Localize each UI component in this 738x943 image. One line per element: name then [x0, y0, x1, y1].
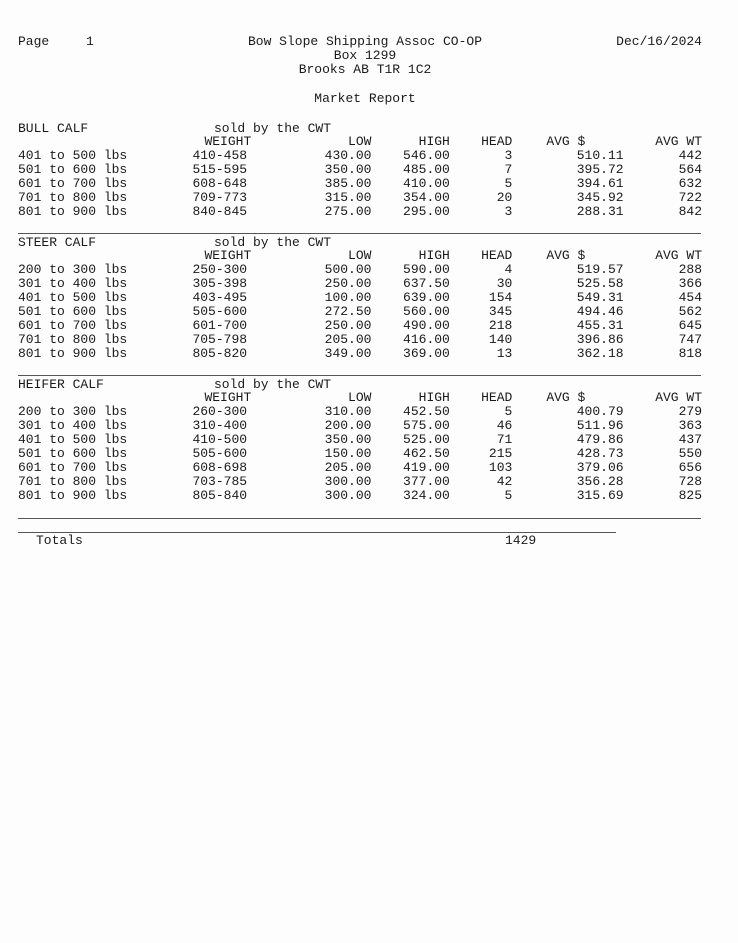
head-count-cell: 42	[496, 474, 513, 489]
avg-price-cell: 494.46	[576, 304, 624, 319]
avg-weight-cell: 632	[678, 176, 702, 191]
head-count-cell: 5	[504, 176, 513, 191]
sold-by-label: sold by the CWT	[214, 235, 332, 250]
table-row	[18, 319, 704, 333]
page-number: 1	[86, 34, 94, 49]
weight-cell: 840-845	[192, 204, 248, 219]
high-price-cell: 295.00	[403, 204, 450, 219]
column-header-low: LOW	[348, 248, 372, 263]
avg-price-cell: 394.61	[576, 176, 624, 191]
head-count-cell: 218	[488, 318, 513, 333]
head-count-cell: 140	[488, 332, 513, 347]
weight-cell: 250-300	[192, 262, 248, 277]
report-date: Dec/16/2024	[616, 34, 702, 49]
weight-cell: 805-840	[192, 488, 248, 503]
low-price-cell: 430.00	[324, 148, 372, 163]
weight-cell: 703-785	[192, 474, 248, 489]
avg-weight-cell: 564	[678, 162, 702, 177]
avg-weight-cell: 442	[678, 148, 702, 163]
column-header-avg-price: AVG $	[546, 134, 586, 149]
column-header-head: HEAD	[481, 390, 513, 405]
high-price-cell: 546.00	[403, 148, 450, 163]
weight-cell: 305-398	[192, 276, 248, 291]
weight-range-cell: 401 to 500 lbs	[18, 290, 128, 305]
weight-cell: 805-820	[192, 346, 248, 361]
low-price-cell: 310.00	[324, 404, 372, 419]
table-row	[18, 163, 704, 177]
avg-weight-cell: 288	[678, 262, 702, 277]
avg-price-cell: 362.18	[576, 346, 624, 361]
low-price-cell: 150.00	[324, 446, 372, 461]
sold-by-label: sold by the CWT	[214, 377, 332, 392]
weight-cell: 403-495	[192, 290, 248, 305]
head-count-cell: 154	[488, 290, 513, 305]
low-price-cell: 250.00	[324, 276, 372, 291]
head-count-cell: 7	[504, 162, 513, 177]
high-price-cell: 639.00	[403, 290, 450, 305]
column-header-head: HEAD	[481, 248, 513, 263]
table-row	[18, 475, 704, 489]
totals-head: 1429	[505, 533, 537, 548]
avg-weight-cell: 562	[678, 304, 702, 319]
avg-price-cell: 525.58	[576, 276, 624, 291]
weight-range-cell: 601 to 700 lbs	[18, 176, 128, 191]
avg-weight-cell: 842	[678, 204, 702, 219]
avg-price-cell: 455.31	[576, 318, 624, 333]
head-count-cell: 13	[496, 346, 513, 361]
avg-weight-cell: 366	[678, 276, 702, 291]
weight-cell: 709-773	[192, 190, 248, 205]
weight-cell: 515-595	[192, 162, 248, 177]
weight-range-cell: 801 to 900 lbs	[18, 346, 128, 361]
head-count-cell: 4	[504, 262, 513, 277]
high-price-cell: 377.00	[403, 474, 450, 489]
high-price-cell: 575.00	[403, 418, 450, 433]
avg-weight-cell: 825	[678, 488, 702, 503]
weight-cell: 608-698	[192, 460, 248, 475]
weight-cell: 505-600	[192, 304, 248, 319]
weight-cell: 260-300	[192, 404, 248, 419]
weight-range-cell: 301 to 400 lbs	[18, 276, 128, 291]
section-table-steer-calf	[18, 249, 704, 361]
avg-price-cell: 396.86	[576, 332, 624, 347]
avg-weight-cell: 818	[678, 346, 702, 361]
column-header-high: HIGH	[418, 134, 450, 149]
column-header-high: HIGH	[418, 248, 450, 263]
column-header-avg-wt: AVG WT	[655, 390, 702, 405]
low-price-cell: 275.00	[324, 204, 372, 219]
weight-range-cell: 801 to 900 lbs	[18, 204, 128, 219]
section-divider	[18, 375, 701, 376]
avg-price-cell: 549.31	[576, 290, 624, 305]
head-count-cell: 215	[488, 446, 513, 461]
low-price-cell: 300.00	[324, 474, 372, 489]
low-price-cell: 349.00	[324, 346, 372, 361]
high-price-cell: 410.00	[403, 176, 450, 191]
table-row	[18, 177, 704, 191]
low-price-cell: 205.00	[324, 460, 372, 475]
high-price-cell: 490.00	[403, 318, 450, 333]
weight-range-cell: 601 to 700 lbs	[18, 318, 128, 333]
avg-price-cell: 379.06	[576, 460, 624, 475]
avg-weight-cell: 645	[678, 318, 702, 333]
org-name: Bow Slope Shipping Assoc CO-OP	[247, 34, 483, 49]
high-price-cell: 324.00	[403, 488, 450, 503]
low-price-cell: 100.00	[324, 290, 372, 305]
weight-range-cell: 401 to 500 lbs	[18, 432, 128, 447]
low-price-cell: 315.00	[324, 190, 372, 205]
column-header-weight: WEIGHT	[204, 134, 252, 149]
weight-cell: 410-458	[192, 148, 248, 163]
avg-price-cell: 511.96	[576, 418, 624, 433]
weight-range-cell: 200 to 300 lbs	[18, 262, 128, 277]
table-row	[18, 461, 704, 475]
weight-range-cell: 701 to 800 lbs	[18, 332, 128, 347]
head-count-cell: 71	[496, 432, 513, 447]
table-row	[18, 263, 704, 277]
avg-weight-cell: 437	[678, 432, 702, 447]
column-header-head: HEAD	[481, 134, 513, 149]
avg-price-cell: 428.73	[576, 446, 624, 461]
weight-range-cell: 701 to 800 lbs	[18, 474, 128, 489]
high-price-cell: 560.00	[403, 304, 450, 319]
head-count-cell: 20	[496, 190, 513, 205]
column-header-weight: WEIGHT	[204, 248, 252, 263]
weight-cell: 310-400	[192, 418, 248, 433]
column-header-avg-price: AVG $	[546, 248, 586, 263]
column-header-range	[18, 249, 192, 263]
totals-label: Totals	[36, 533, 83, 548]
weight-range-cell: 501 to 600 lbs	[18, 446, 128, 461]
low-price-cell: 200.00	[324, 418, 372, 433]
weight-cell: 601-700	[192, 318, 248, 333]
high-price-cell: 452.50	[403, 404, 450, 419]
section-rows	[18, 405, 704, 503]
column-header-range	[18, 391, 192, 405]
table-row	[18, 447, 704, 461]
high-price-cell: 354.00	[403, 190, 450, 205]
head-count-cell: 5	[504, 404, 513, 419]
head-count-cell: 46	[496, 418, 513, 433]
table-row	[18, 405, 704, 419]
low-price-cell: 205.00	[324, 332, 372, 347]
weight-range-cell: 701 to 800 lbs	[18, 190, 128, 205]
avg-weight-cell: 656	[678, 460, 702, 475]
section-divider	[18, 233, 701, 234]
column-header-row	[18, 249, 704, 263]
weight-range-cell: 301 to 400 lbs	[18, 418, 128, 433]
avg-weight-cell: 722	[678, 190, 702, 205]
head-count-cell: 3	[504, 148, 513, 163]
avg-price-cell: 510.11	[576, 148, 624, 163]
avg-price-cell: 356.28	[576, 474, 624, 489]
address-line-2: Brooks AB T1R 1C2	[298, 62, 432, 77]
report-title: Market Report	[314, 91, 416, 106]
avg-price-cell: 395.72	[576, 162, 624, 177]
weight-range-cell: 501 to 600 lbs	[18, 304, 128, 319]
avg-weight-cell: 454	[678, 290, 702, 305]
head-count-cell: 345	[488, 304, 513, 319]
high-price-cell: 525.00	[403, 432, 450, 447]
table-row	[18, 419, 704, 433]
avg-weight-cell: 550	[678, 446, 702, 461]
section-table-heifer-calf	[18, 391, 704, 503]
column-header-low: LOW	[348, 390, 372, 405]
weight-range-cell: 801 to 900 lbs	[18, 488, 128, 503]
section-title: STEER CALF	[18, 235, 97, 250]
section-rows	[18, 263, 704, 361]
table-row	[18, 305, 704, 319]
table-row	[18, 489, 704, 503]
column-header-avg-wt: AVG WT	[655, 248, 702, 263]
table-row	[18, 433, 704, 447]
column-header-weight: WEIGHT	[204, 390, 252, 405]
weight-cell: 410-500	[192, 432, 248, 447]
high-price-cell: 416.00	[403, 332, 450, 347]
low-price-cell: 500.00	[324, 262, 372, 277]
table-row	[18, 347, 704, 361]
section-rows	[18, 149, 704, 219]
column-header-range	[18, 135, 192, 149]
weight-range-cell: 200 to 300 lbs	[18, 404, 128, 419]
page-label: Page	[18, 34, 50, 49]
avg-weight-cell: 728	[678, 474, 702, 489]
table-row	[18, 205, 704, 219]
avg-weight-cell: 747	[678, 332, 702, 347]
weight-cell: 705-798	[192, 332, 248, 347]
weight-range-cell: 401 to 500 lbs	[18, 148, 128, 163]
table-row	[18, 291, 704, 305]
column-header-row	[18, 135, 704, 149]
table-row	[18, 277, 704, 291]
avg-weight-cell: 363	[678, 418, 702, 433]
head-count-cell: 30	[496, 276, 513, 291]
weight-cell: 608-648	[192, 176, 248, 191]
head-count-cell: 103	[488, 460, 513, 475]
weight-range-cell: 501 to 600 lbs	[18, 162, 128, 177]
head-count-cell: 5	[504, 488, 513, 503]
avg-price-cell: 345.92	[576, 190, 624, 205]
column-header-row	[18, 391, 704, 405]
high-price-cell: 369.00	[403, 346, 450, 361]
avg-weight-cell: 279	[678, 404, 702, 419]
low-price-cell: 300.00	[324, 488, 372, 503]
avg-price-cell: 479.86	[576, 432, 624, 447]
table-row	[18, 333, 704, 347]
column-header-low: LOW	[348, 134, 372, 149]
address-line-1: Box 1299	[333, 48, 397, 63]
avg-price-cell: 519.57	[576, 262, 624, 277]
high-price-cell: 462.50	[403, 446, 450, 461]
high-price-cell: 637.50	[403, 276, 450, 291]
high-price-cell: 590.00	[403, 262, 450, 277]
low-price-cell: 250.00	[324, 318, 372, 333]
head-count-cell: 3	[504, 204, 513, 219]
table-row	[18, 149, 704, 163]
column-header-avg-price: AVG $	[546, 390, 586, 405]
section-divider	[18, 518, 701, 519]
section-table-bull-calf	[18, 135, 704, 219]
column-header-high: HIGH	[418, 390, 450, 405]
section-title: HEIFER CALF	[18, 377, 104, 392]
avg-price-cell: 400.79	[576, 404, 624, 419]
weight-cell: 505-600	[192, 446, 248, 461]
table-row	[18, 191, 704, 205]
sold-by-label: sold by the CWT	[214, 121, 332, 136]
low-price-cell: 385.00	[324, 176, 372, 191]
column-header-avg-wt: AVG WT	[655, 134, 702, 149]
avg-price-cell: 288.31	[576, 204, 624, 219]
avg-price-cell: 315.69	[576, 488, 624, 503]
section-title: BULL CALF	[18, 121, 89, 136]
low-price-cell: 350.00	[324, 162, 372, 177]
high-price-cell: 485.00	[403, 162, 450, 177]
low-price-cell: 350.00	[324, 432, 372, 447]
weight-range-cell: 601 to 700 lbs	[18, 460, 128, 475]
low-price-cell: 272.50	[324, 304, 372, 319]
high-price-cell: 419.00	[403, 460, 450, 475]
